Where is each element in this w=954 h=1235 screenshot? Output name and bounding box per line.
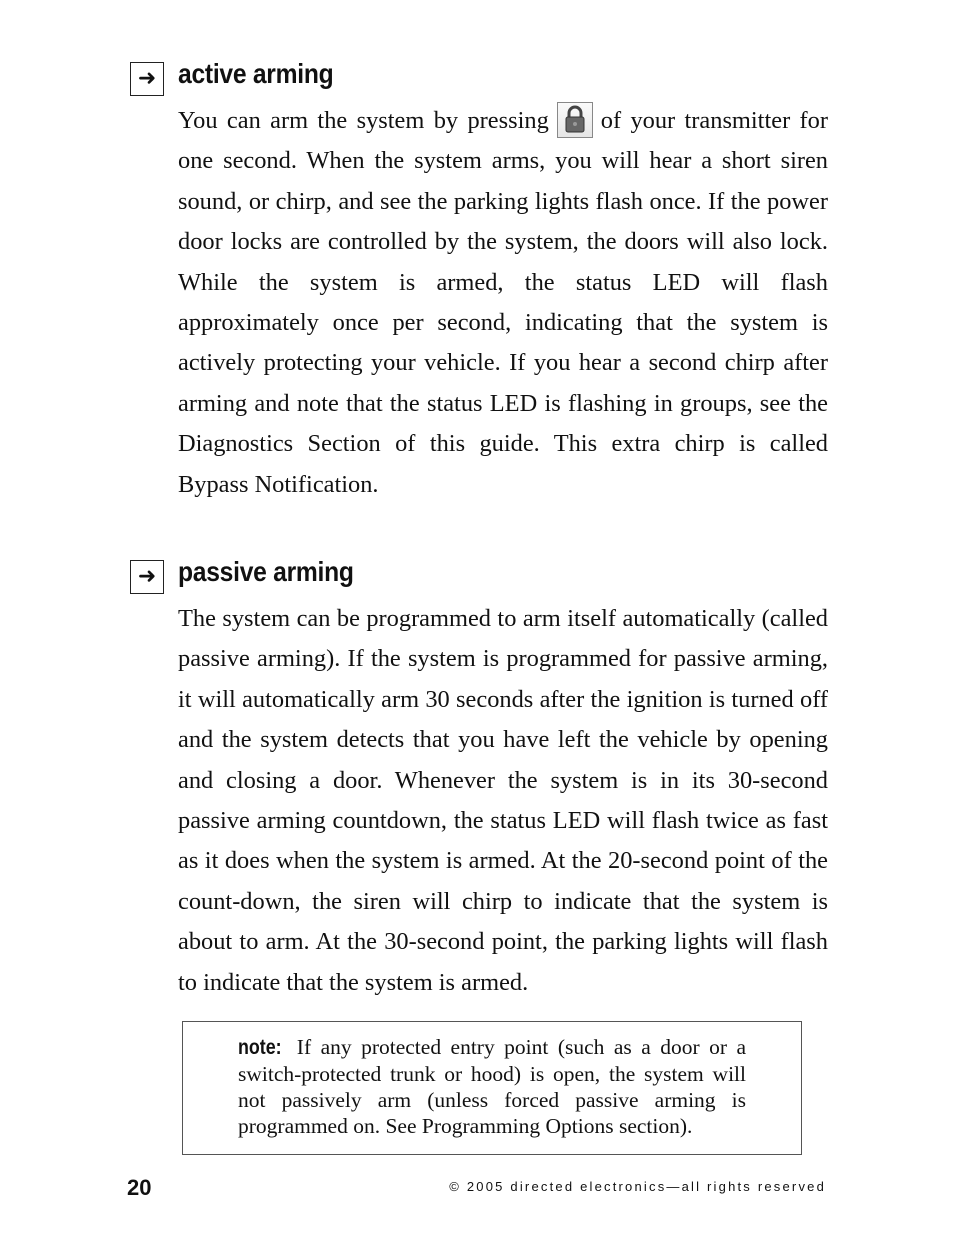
page-number: 20 (127, 1175, 152, 1200)
note-box (182, 1021, 802, 1155)
active-arming-title: active arming (178, 58, 334, 89)
note-label: note: (238, 1036, 282, 1059)
copyright-notice: © 2005 directed electronics—all rights reserved (449, 1179, 826, 1194)
passive-arming-heading-row (130, 556, 830, 600)
passive-arming-section (130, 556, 830, 1003)
passive-arming-body (178, 599, 828, 1003)
passive-arming-title: passive arming (178, 556, 354, 587)
active-arming-heading-row (130, 58, 830, 102)
active-arming-paragraph (178, 101, 828, 505)
arrow-right-icon: ➜ (130, 62, 164, 96)
arrow-right-icon: ➜ (130, 560, 164, 594)
lock-icon (557, 102, 593, 138)
active-arming-text-before-icon: You can arm the system by pressing (178, 107, 549, 134)
active-arming-text-after-icon: of your transmitter for one second. When the system arms, you will hear a short siren sound, or chirp, and see the parking lights flash once. If the power door locks are controlled by the system, the doors will also lock. While the system is armed, the status LED will flash approximately once per second, indicating that the system is actively protecting your vehicle. If you hear a second chirp after arming and note that the status LED is flashing in groups, see the Diagnostics Section of this guide. This extra chirp is called Bypass Notification. (178, 107, 828, 498)
active-arming-section (130, 58, 830, 505)
passive-arming-paragraph: The system can be programmed to arm itself automatically (called passive arming). If the system is programmed for passive arming, it will automatically arm 30 seconds after the ignition is turned off and the system detects that you have left the vehicle by opening and closing a door. Whenever the system is in its 30-second passive arming countdown, the status LED will flash twice as fast as it does when the system is armed. At the 20-second point of the count-down, the siren will chirp to indicate that the system is about to arm. At the 30-second point, the parking lights will flash to indicate that the system is armed. (178, 605, 828, 996)
note-text (238, 1034, 746, 1139)
active-arming-body (178, 101, 828, 505)
note-body: If any protected entry point (such as a door or a switch-protected trunk or hood) is open, the system will not passively arm (unless forced passive arming is programmed on. See Programming Options section). (238, 1035, 747, 1138)
